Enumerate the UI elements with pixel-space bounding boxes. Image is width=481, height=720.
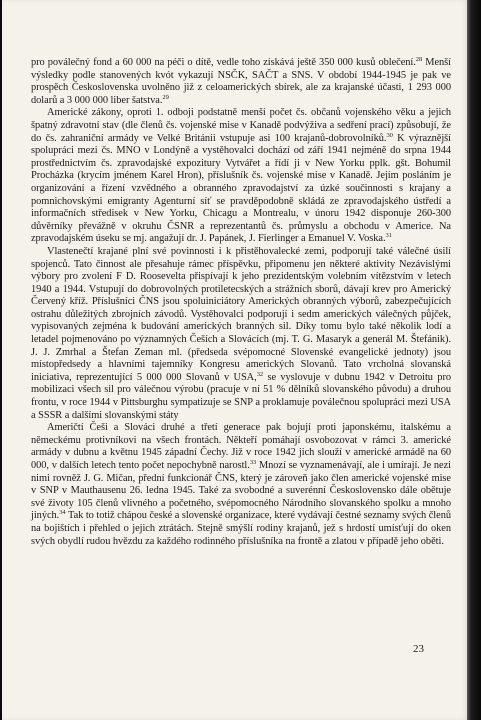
paragraph xyxy=(31,57,451,107)
footnote-ref: 33 xyxy=(249,459,257,466)
text-run: K výraznější spolupráci mezi čs. MNO v Londýně a vystěhovalci dochází od září 1941 nejméně do srpna 1944 prostřednictvím čs. zpravodajské expozitury Vytvářet a řídí ji v New Yorku pplk. gšt. Bohumil Procházka (krycím jménem Karel Hron), příslušník čs. vojenské mise v Kanadě. Jejím posláním je organizování a řízení vzvědného a obranného zpravodajství za úzké součinnosti s krajany a pomnichovskými emigranty Agenturní síť se pravděpodobně skládá ze zpravodajského ústředí a informačních středisek v New Yorku, Chicagu a Montrealu, v únoru 1942 disponuje 260-300 důvěrníky převážně v okruhu ČSNR a reprezentantů čs. průmyslu a obchodu v Americe. Na zpravodajském úseku se mj. angažují dr. J. Papánek, J. Fierlinger a Emanuel V. Voska. xyxy=(31,132,452,245)
paragraph xyxy=(31,246,451,422)
page-edge xyxy=(467,0,481,720)
text-run: se vyslovuje v dubnu 1942 v Detroitu pro mobilizaci všech sil pro válečnou výrobu (pracuje v ní 51 % dělníků slovanského původu) a druhou frontu, v roce 1944 v Pittsburghu sympatizuje se SNP a proklamuje poválečnou spolupráci mezi USA a SSSR a dalšími slovanskými státy xyxy=(31,371,451,421)
footnote-ref: 29 xyxy=(162,93,169,101)
paragraph xyxy=(31,422,451,548)
text-run: Mnozí se vyznamenávají, ale i umírají. Je nezi nimi rovněž J. G. Mičan, přední funkcionář ČNS, který je zároveň jako člen americké vojenské mise v SNP v Mauthausenu 26. ledna 1945. Také za svobodné a suverénní Československo dále obětuje své životy 105 členů vlivného a početného, svépomocného Národního slovanského spolku a mnoho jiných. xyxy=(31,460,451,522)
text-run: pro poválečný fond a 60 000 na péči o dítě, vedle toho získává ještě 350 000 kusů oblečení. xyxy=(31,57,416,68)
text-run: Vlastenečtí krajané plní své povinnosti i k přistěhovalecké zemi, podporují také válečné úsilí spojenců. Tato činnost ale přesahuje rámec příspěvku, připomenu jen některé aktivity Nezávislými výbory pro zvolení F D. Roosevelta přispívají k jeho prezidentským volebním vítězstvím v letech 1940 a 1944. Vstupují do dobrovolných protiletecských a strážních sborů, dávají krev pro Americký Červený kříž. Příslušníci ČNS jsou spoluiniciátory Amerických obranných výborů, zabezpečujících ostrahu důležitých zbrojních závodů. Vystěhovalci podporují i sedm amerických válečných půjček, vypisovaných zejména k budování amerických branných sil. Díky tomu bylo také několik lodí a letadel pojmenováno po významných Češích a Slovácích (mj. T. G. Masaryk a generál M. Štefánik). J. J. Zmrhal a Štefan Zeman ml. (předseda svépomocné Slovenské evangelické jednoty) jsou místopředsedy a hlavními tajemníky Kongresu amerických Slovanů. Tato vrcholná slovanská iniciativa, reprezentující 5 000 000 Slovanů v USA, xyxy=(31,245,451,383)
page-number: 23 xyxy=(413,643,424,655)
body-text xyxy=(31,57,451,548)
text-run: Američtí Češi a Slováci druhé a třetí generace pak bojují proti japonskému, italskému a německému protivníkovi na všech frontách. Někteří pomáhají osvobozovat v rámci 3. americké armády v dubnu a květnu 1945 západní Čechy. Již v roce 1942 jich slouží v americké armádě na 60 000, v dalších letech tento počet nepochybně narostl. xyxy=(31,422,451,471)
text-run: Menší výsledky podle stanovených kvót vykazují NSČK, SAČT a SNS. V období 1944-1945 je pak ve prospěch Československa uvolněno již z celoamerických sbírek, ale za krajanské účasti, 1 293 000 dolarů a 3 000 000 liber šatstva. xyxy=(31,57,451,106)
text-run: Tak to totiž chápou české a slovenské organizace, které vydávají čestné seznamy svých členů na bojištích i přehled o jejich ztrátách. Stejně smýšlí rodiny krajanů, jež s hrdostí umísťují do oken svých obydlí rudou hvězdu za každého rodinného příslušníka na frontě a zlatou v případě jeho oběti. xyxy=(31,510,451,547)
footnote-ref: 32 xyxy=(256,370,264,378)
footnote-ref: 34 xyxy=(59,509,66,517)
footnote-ref: 28 xyxy=(415,56,423,63)
text-run: Americké zákony, oproti 1. odboji podstatně menší počet čs. občanů vojenského věku a jejich špatný zdravotní stav (dle členů čs. vojenské mise v Kanadě podvýživa a sedření prací) způsobují, že do čs. zahraniční armády ve Velké Británii vstupuje asi 100 krajanů-dobrovolníků. xyxy=(31,107,451,144)
footnote-ref: 31 xyxy=(385,232,392,240)
paragraph xyxy=(31,107,451,246)
book-page xyxy=(2,0,467,720)
footnote-ref: 30 xyxy=(386,131,393,139)
